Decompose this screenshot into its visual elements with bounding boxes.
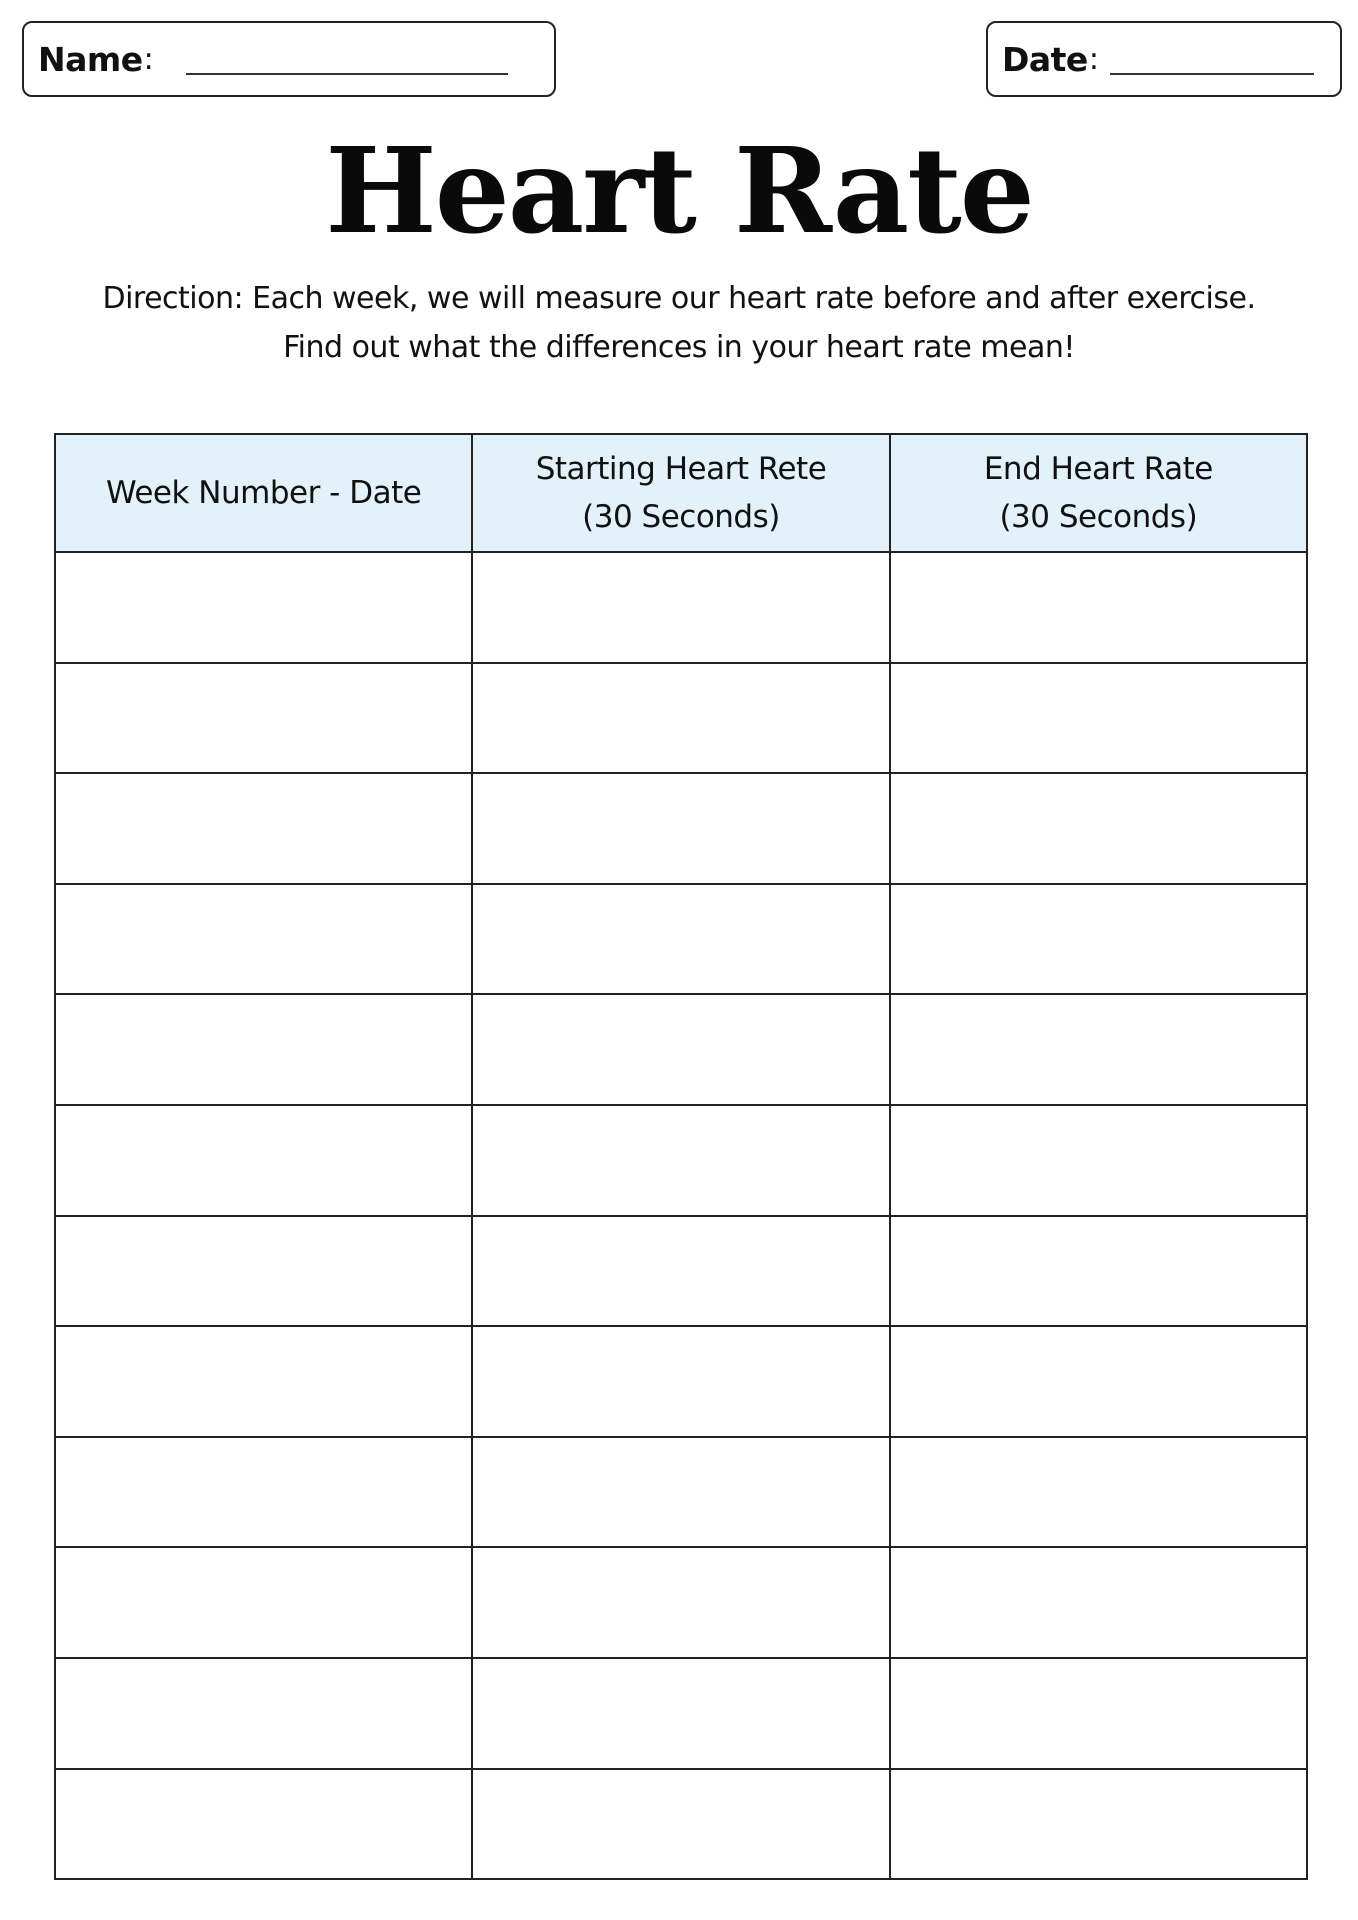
starting-rate-cell[interactable] <box>472 1437 889 1548</box>
column-header-label: End Heart Rate <box>983 451 1213 487</box>
end-rate-cell[interactable] <box>890 1547 1307 1658</box>
end-rate-cell[interactable] <box>890 994 1307 1105</box>
starting-rate-cell[interactable] <box>472 1105 889 1216</box>
name-label: Name <box>38 39 143 79</box>
table-row <box>55 994 1307 1105</box>
table-row <box>55 663 1307 774</box>
table-body <box>55 552 1307 1879</box>
starting-rate-cell[interactable] <box>472 1769 889 1880</box>
week-date-cell[interactable] <box>55 1547 472 1658</box>
starting-rate-cell[interactable] <box>472 994 889 1105</box>
starting-rate-cell[interactable] <box>472 1658 889 1769</box>
column-header-sublabel: (30 Seconds) <box>999 499 1198 535</box>
name-colon: : <box>143 41 154 77</box>
week-date-cell[interactable] <box>55 1326 472 1437</box>
table-row <box>55 1105 1307 1216</box>
week-date-cell[interactable] <box>55 1105 472 1216</box>
end-rate-cell[interactable] <box>890 1437 1307 1548</box>
date-label: Date <box>1002 39 1088 79</box>
column-header-end-rate <box>890 434 1307 552</box>
page-title: Heart Rate <box>325 121 1033 260</box>
end-rate-cell[interactable] <box>890 1658 1307 1769</box>
week-date-cell[interactable] <box>55 1216 472 1327</box>
starting-rate-cell[interactable] <box>472 1326 889 1437</box>
week-date-cell[interactable] <box>55 884 472 995</box>
column-header-starting-rate <box>472 434 889 552</box>
table-row <box>55 1769 1307 1880</box>
starting-rate-cell[interactable] <box>472 773 889 884</box>
column-header-sublabel: (30 Seconds) <box>582 499 780 535</box>
end-rate-cell[interactable] <box>890 663 1307 774</box>
starting-rate-cell[interactable] <box>472 552 889 663</box>
name-field[interactable] <box>22 21 556 97</box>
end-rate-cell[interactable] <box>890 1105 1307 1216</box>
end-rate-cell[interactable] <box>890 1216 1307 1327</box>
week-date-cell[interactable] <box>55 1437 472 1548</box>
starting-rate-cell[interactable] <box>472 1216 889 1327</box>
week-date-cell[interactable] <box>55 1769 472 1880</box>
column-header-label: Week Number - Date <box>106 475 422 511</box>
week-date-cell[interactable] <box>55 994 472 1105</box>
column-header-week-date <box>55 434 472 552</box>
table-row <box>55 884 1307 995</box>
starting-rate-cell[interactable] <box>472 663 889 774</box>
table-header-row <box>55 434 1307 552</box>
direction-line-1: Direction: Each week, we will measure our heart rate before and after exercise. <box>102 281 1256 316</box>
table-row <box>55 552 1307 663</box>
week-date-cell[interactable] <box>55 1658 472 1769</box>
end-rate-cell[interactable] <box>890 884 1307 995</box>
week-date-cell[interactable] <box>55 773 472 884</box>
table-row <box>55 1437 1307 1548</box>
heart-rate-table <box>54 433 1308 1880</box>
column-header-label: Starting Heart Rete <box>535 451 827 487</box>
end-rate-cell[interactable] <box>890 552 1307 663</box>
end-rate-cell[interactable] <box>890 773 1307 884</box>
week-date-cell[interactable] <box>55 552 472 663</box>
table-row <box>55 1216 1307 1327</box>
table-row <box>55 1326 1307 1437</box>
table-row <box>55 1547 1307 1658</box>
table-row <box>55 1658 1307 1769</box>
end-rate-cell[interactable] <box>890 1326 1307 1437</box>
week-date-cell[interactable] <box>55 663 472 774</box>
starting-rate-cell[interactable] <box>472 884 889 995</box>
date-colon: : <box>1088 41 1099 77</box>
date-field[interactable] <box>986 21 1342 97</box>
table-row <box>55 773 1307 884</box>
direction-line-2: Find out what the differences in your heart rate mean! <box>283 330 1075 365</box>
starting-rate-cell[interactable] <box>472 1547 889 1658</box>
end-rate-cell[interactable] <box>890 1769 1307 1880</box>
date-blank-line[interactable] <box>1110 73 1314 75</box>
name-blank-line[interactable] <box>186 73 508 75</box>
